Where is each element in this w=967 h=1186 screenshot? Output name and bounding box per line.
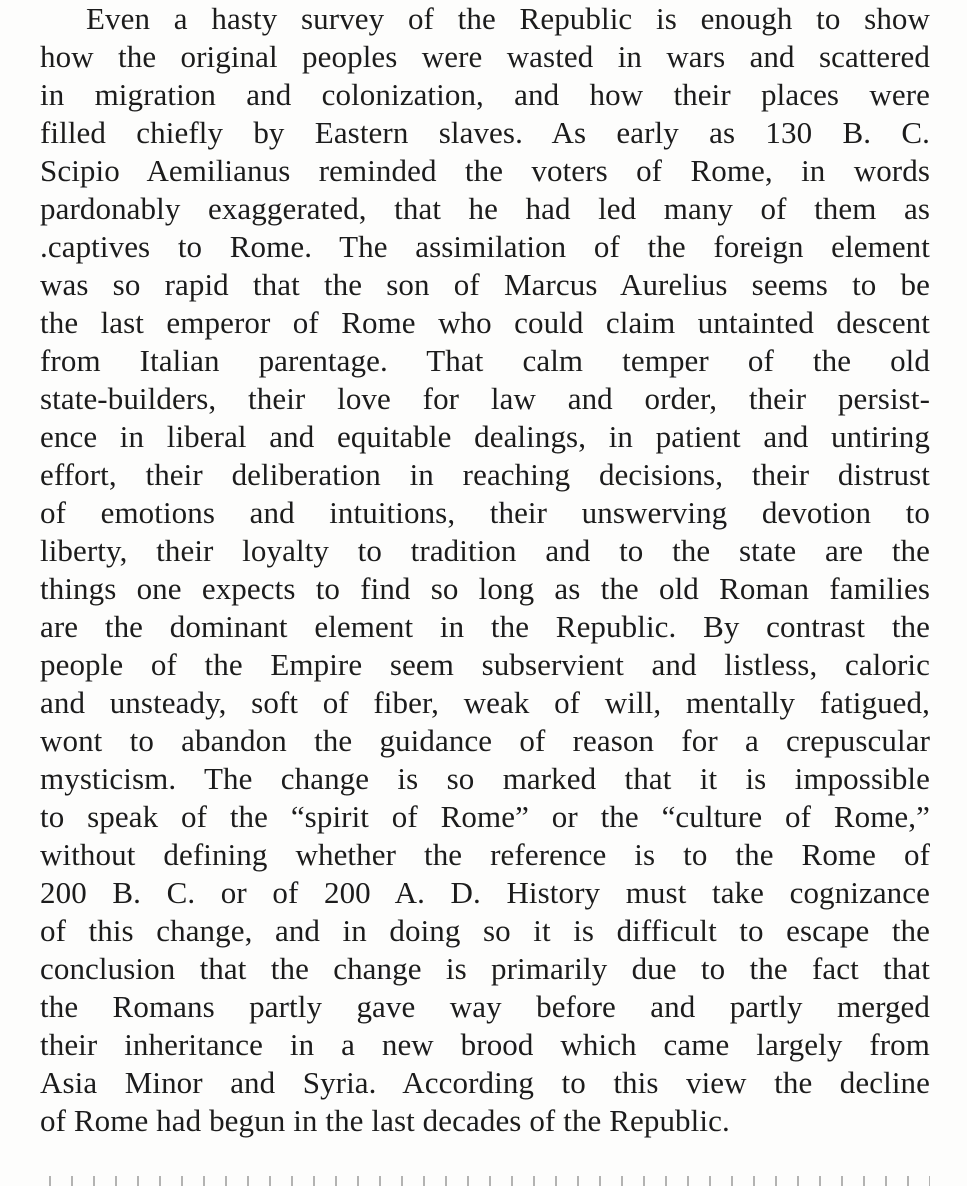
text-line-4: filled chiefly by Eastern slaves. As early as 130 B. C.: [40, 115, 930, 150]
text-line-7: .captives to Rome. The assimilation of the foreign element: [40, 229, 930, 264]
text-line-3: in migration and colonization, and how their places were: [40, 77, 930, 112]
text-line-15: liberty, their loyalty to tradition and to the state are the: [40, 533, 930, 568]
text-line-24: 200 B. C. or of 200 A. D. History must take cognizance: [40, 875, 930, 910]
text-line-29: Asia Minor and Syria. According to this view the decline: [40, 1065, 930, 1100]
text-line-20: wont to abandon the guidance of reason for a crepuscular: [40, 723, 930, 758]
text-line-26: conclusion that the change is primarily due to the fact that: [40, 951, 930, 986]
text-line-9: the last emperor of Rome who could claim untainted descent: [40, 305, 930, 340]
text-line-30: of Rome had begun in the last decades of the Republic.: [40, 1103, 730, 1138]
text-line-11: state-builders, their love for law and order, their persist-: [40, 381, 930, 416]
text-line-19: and unsteady, soft of fiber, weak of will, mentally fatigued,: [40, 685, 930, 720]
text-line-5: Scipio Aemilianus reminded the voters of Rome, in words: [40, 153, 930, 188]
paragraph: [40, 0, 930, 1140]
cropped-next-line: [40, 1176, 930, 1186]
text-line-17: are the dominant element in the Republic. By contrast the: [40, 609, 930, 644]
text-line-23: without defining whether the reference is to the Rome of: [40, 837, 930, 872]
text-line-12: ence in liberal and equitable dealings, in patient and untiring: [40, 419, 930, 454]
text-line-6: pardonably exaggerated, that he had led many of them as: [40, 191, 930, 226]
text-line-28: their inheritance in a new brood which came largely from: [40, 1027, 930, 1062]
text-line-8: was so rapid that the son of Marcus Aurelius seems to be: [40, 267, 930, 302]
text-line-2: how the original peoples were wasted in wars and scattered: [40, 39, 930, 74]
text-line-25: of this change, and in doing so it is difficult to escape the: [40, 913, 930, 948]
text-line-21: mysticism. The change is so marked that it is impossible: [40, 761, 930, 796]
text-line-18: people of the Empire seem subservient and listless, caloric: [40, 647, 930, 682]
text-line-13: effort, their deliberation in reaching decisions, their distrust: [40, 457, 930, 492]
text-line-16: things one expects to find so long as the old Roman families: [40, 571, 930, 606]
text-line-1: Even a hasty survey of the Republic is enough to show: [86, 1, 930, 36]
cropped-glyph-fragments: [40, 1176, 930, 1186]
text-line-27: the Romans partly gave way before and partly merged: [40, 989, 930, 1024]
text-line-22: to speak of the “spirit of Rome” or the “culture of Rome,”: [40, 799, 930, 834]
text-line-14: of emotions and intuitions, their unswerving devotion to: [40, 495, 930, 530]
text-line-10: from Italian parentage. That calm temper of the old: [40, 343, 930, 378]
